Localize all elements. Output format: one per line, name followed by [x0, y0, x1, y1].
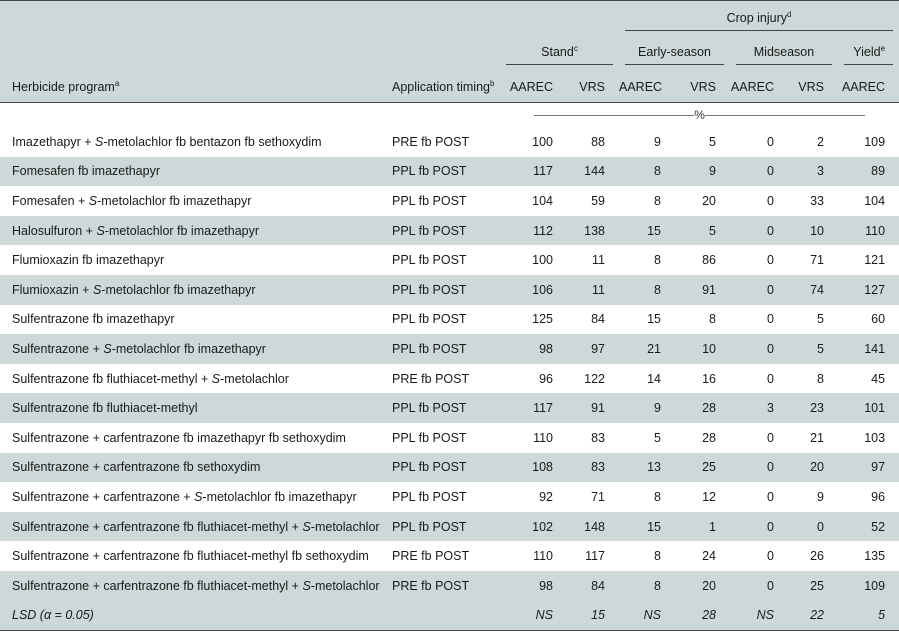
value-cell: 14 [647, 371, 661, 386]
value-cell: 103 [864, 430, 886, 445]
lsd-value: 5 [878, 608, 886, 623]
value-cell: 3 [817, 164, 824, 179]
timing-cell: PPL fb POST [392, 401, 467, 416]
value-cell: 13 [647, 460, 661, 475]
lsd-value: 28 [702, 608, 716, 623]
value-cell: 8 [654, 282, 661, 297]
value-cell: 10 [810, 223, 824, 238]
value-cell: 97 [591, 341, 605, 356]
value-cell: 26 [810, 549, 824, 564]
value-cell: 0 [767, 134, 774, 149]
timing-cell: PPL fb POST [392, 282, 467, 297]
value-cell: 25 [810, 578, 824, 593]
value-cell: 15 [647, 223, 661, 238]
col-yield-aarec: AAREC [838, 65, 899, 103]
value-cell: 0 [817, 519, 824, 534]
lsd-row [0, 601, 899, 631]
value-cell: 117 [585, 549, 605, 564]
lsd-label: LSD (α = 0.05) [12, 608, 94, 623]
table-row [0, 482, 899, 512]
value-cell: 100 [532, 134, 553, 149]
value-cell: 96 [871, 489, 886, 504]
herbicide-program-cell: Sulfentrazone + carfentrazone fb fluthiacet-methyl + S-metolachlor [12, 519, 380, 534]
value-cell: 23 [810, 401, 824, 416]
timing-cell: PPL fb POST [392, 489, 467, 504]
value-cell: 0 [767, 519, 774, 534]
herbicide-program-cell: Flumioxazin fb imazethapyr [12, 253, 165, 268]
value-cell: 20 [810, 460, 824, 475]
col-mid-vrs: VRS [788, 65, 838, 103]
value-cell: 5 [817, 312, 824, 327]
value-cell: 1 [709, 519, 716, 534]
value-cell: 2 [817, 134, 824, 149]
value-cell: 89 [871, 164, 886, 179]
early-season-header: Early-season [619, 31, 730, 65]
value-cell: 12 [702, 489, 716, 504]
value-cell: 59 [591, 193, 605, 208]
table-row [0, 512, 899, 542]
value-cell: 0 [767, 253, 774, 268]
table-row [0, 393, 899, 423]
herbicide-program-cell: Flumioxazin + S-metolachlor fb imazethapyr [12, 282, 256, 297]
value-cell: 98 [539, 341, 553, 356]
crop-injury-header: Crop injury$^d$ [619, 1, 899, 31]
value-cell: 9 [817, 489, 824, 504]
value-cell: 60 [871, 312, 886, 327]
midseason-header: Midseason [730, 31, 838, 65]
value-cell: 8 [709, 312, 716, 327]
table-row [0, 186, 899, 216]
value-cell: 71 [591, 489, 605, 504]
table-row [0, 216, 899, 246]
timing-cell: PPL fb POST [392, 253, 467, 268]
timing-cell: PPL fb POST [392, 223, 467, 238]
value-cell: 0 [767, 549, 774, 564]
lsd-value: 22 [810, 608, 824, 623]
value-cell: 0 [767, 282, 774, 297]
value-cell: 9 [654, 401, 661, 416]
table-row [0, 157, 899, 187]
herbicide-program-cell: Sulfentrazone + carfentrazone + S-metolachlor fb imazethapyr [12, 489, 357, 504]
table-row [0, 334, 899, 364]
value-cell: 96 [539, 371, 553, 386]
value-cell: 0 [767, 223, 774, 238]
table-row [0, 453, 899, 483]
col-mid-aarec: AAREC [730, 65, 788, 103]
value-cell: 21 [647, 341, 661, 356]
value-cell: 10 [702, 341, 716, 356]
value-cell: 8 [654, 253, 661, 268]
herbicide-program-cell: Fomesafen fb imazethapyr [12, 164, 160, 179]
herbicide-program-cell: Sulfentrazone fb fluthiacet-methyl [12, 401, 198, 416]
timing-cell: PPL fb POST [392, 519, 467, 534]
value-cell: 71 [810, 253, 824, 268]
timing-cell: PRE fb POST [392, 371, 470, 386]
value-cell: 8 [654, 578, 661, 593]
value-cell: 135 [864, 549, 886, 564]
value-cell: 52 [871, 519, 886, 534]
value-cell: 117 [533, 164, 553, 179]
value-cell: 110 [533, 430, 553, 445]
value-cell: 125 [532, 312, 553, 327]
value-cell: 106 [532, 282, 553, 297]
value-cell: 101 [864, 401, 886, 416]
value-cell: 9 [709, 164, 716, 179]
value-cell: 108 [532, 460, 553, 475]
col-early-aarec: AAREC [619, 65, 675, 103]
herbicide-program-cell: Sulfentrazone + carfentrazone fb imazethapyr fb sethoxydim [12, 430, 346, 445]
value-cell: 110 [533, 549, 553, 564]
value-cell: 0 [767, 460, 774, 475]
timing-cell: PRE fb POST [392, 578, 470, 593]
value-cell: 0 [767, 164, 774, 179]
value-cell: 8 [654, 549, 661, 564]
lsd-value: NS [643, 608, 661, 623]
value-cell: 109 [864, 578, 886, 593]
value-cell: 98 [539, 578, 553, 593]
value-cell: 8 [654, 164, 661, 179]
value-cell: 8 [654, 193, 661, 208]
value-cell: 28 [702, 430, 716, 445]
stand-header: Stand$^c$ [500, 31, 619, 65]
value-cell: 0 [767, 193, 774, 208]
col-stand-aarec: AAREC [500, 65, 567, 103]
value-cell: 0 [767, 430, 774, 445]
value-cell: 91 [702, 282, 716, 297]
timing-cell: PPL fb POST [392, 193, 467, 208]
value-cell: 11 [592, 253, 605, 268]
value-cell: 3 [767, 401, 774, 416]
herbicide-program-cell: Sulfentrazone fb imazethapyr [12, 312, 175, 327]
value-cell: 104 [532, 193, 553, 208]
value-cell: 92 [539, 489, 553, 504]
value-cell: 15 [647, 312, 661, 327]
value-cell: 11 [592, 282, 605, 297]
lsd-value: 15 [591, 608, 605, 623]
herbicide-program-cell: Imazethapyr + S-metolachlor fb bentazon fb sethoxydim [12, 134, 322, 149]
value-cell: 0 [767, 489, 774, 504]
value-cell: 74 [810, 282, 824, 297]
timing-cell: PPL fb POST [392, 341, 467, 356]
value-cell: 112 [533, 223, 553, 238]
value-cell: 33 [810, 193, 824, 208]
yield-header: Yield$^e$ [838, 31, 899, 65]
herbicide-program-cell: Sulfentrazone + carfentrazone fb fluthiacet-methyl fb sethoxydim [12, 549, 369, 564]
herbicide-program-cell: Sulfentrazone + carfentrazone fb fluthiacet-methyl + S-metolachlor [12, 578, 380, 593]
value-cell: 84 [591, 578, 605, 593]
value-cell: 122 [584, 371, 605, 386]
value-cell: 5 [654, 430, 661, 445]
herbicide-program-cell: Halosulfuron + S-metolachlor fb imazethapyr [12, 223, 260, 238]
program-header: Herbicide program$^a$ [0, 65, 382, 103]
value-cell: 141 [864, 341, 886, 356]
value-cell: 83 [591, 430, 605, 445]
value-cell: 9 [654, 134, 661, 149]
value-cell: 0 [767, 341, 774, 356]
value-cell: 86 [702, 253, 716, 268]
table-row [0, 275, 899, 305]
value-cell: 148 [584, 519, 605, 534]
value-cell: 28 [702, 401, 716, 416]
percent-label: % [694, 108, 705, 122]
value-cell: 91 [591, 401, 605, 416]
value-cell: 0 [767, 578, 774, 593]
value-cell: 24 [702, 549, 716, 564]
lsd-value: NS [535, 608, 553, 623]
value-cell: 5 [709, 223, 716, 238]
value-cell: 21 [810, 430, 824, 445]
table-row [0, 364, 899, 394]
herbicide-program-cell: Fomesafen + S-metolachlor fb imazethapyr [12, 193, 252, 208]
table-row [0, 423, 899, 453]
value-cell: 102 [532, 519, 553, 534]
value-cell: 25 [702, 460, 716, 475]
value-cell: 0 [767, 312, 774, 327]
percent-row [0, 103, 899, 128]
timing-cell: PRE fb POST [392, 134, 470, 149]
value-cell: 88 [591, 134, 605, 149]
timing-cell: PPL fb POST [392, 460, 467, 475]
value-cell: 45 [871, 371, 886, 386]
timing-cell: PPL fb POST [392, 430, 467, 445]
value-cell: 83 [591, 460, 605, 475]
table-row [0, 305, 899, 335]
value-cell: 8 [817, 371, 824, 386]
col-early-vrs: VRS [675, 65, 730, 103]
value-cell: 127 [864, 282, 886, 297]
table-row [0, 245, 899, 275]
value-cell: 109 [864, 134, 886, 149]
value-cell: 5 [709, 134, 716, 149]
timing-header: Application timing$^b$ [382, 65, 500, 103]
value-cell: 110 [865, 223, 886, 238]
col-stand-vrs: VRS [567, 65, 619, 103]
value-cell: 0 [767, 371, 774, 386]
herbicide-program-cell: Sulfentrazone + carfentrazone fb sethoxydim [12, 460, 261, 475]
lsd-timing-empty [382, 601, 500, 631]
table-row [0, 127, 899, 157]
value-cell: 20 [702, 193, 716, 208]
value-cell: 104 [864, 193, 886, 208]
value-cell: 144 [584, 164, 605, 179]
value-cell: 97 [871, 460, 886, 475]
table-row [0, 571, 899, 601]
timing-cell: PRE fb POST [392, 549, 470, 564]
value-cell: 15 [647, 519, 661, 534]
lsd-value: NS [756, 608, 774, 623]
timing-cell: PPL fb POST [392, 164, 467, 179]
herbicide-program-cell: Sulfentrazone fb fluthiacet-methyl + S-metolachlor [12, 371, 289, 386]
value-cell: 5 [817, 341, 824, 356]
timing-cell: PPL fb POST [392, 312, 467, 327]
value-cell: 100 [532, 253, 553, 268]
value-cell: 117 [533, 401, 553, 416]
table-row [0, 541, 899, 571]
value-cell: 16 [702, 371, 716, 386]
value-cell: 8 [654, 489, 661, 504]
value-cell: 84 [591, 312, 605, 327]
herbicide-program-cell: Sulfentrazone + S-metolachlor fb imazethapyr [12, 341, 266, 356]
value-cell: 138 [584, 223, 605, 238]
value-cell: 20 [702, 578, 716, 593]
value-cell: 121 [864, 253, 886, 268]
